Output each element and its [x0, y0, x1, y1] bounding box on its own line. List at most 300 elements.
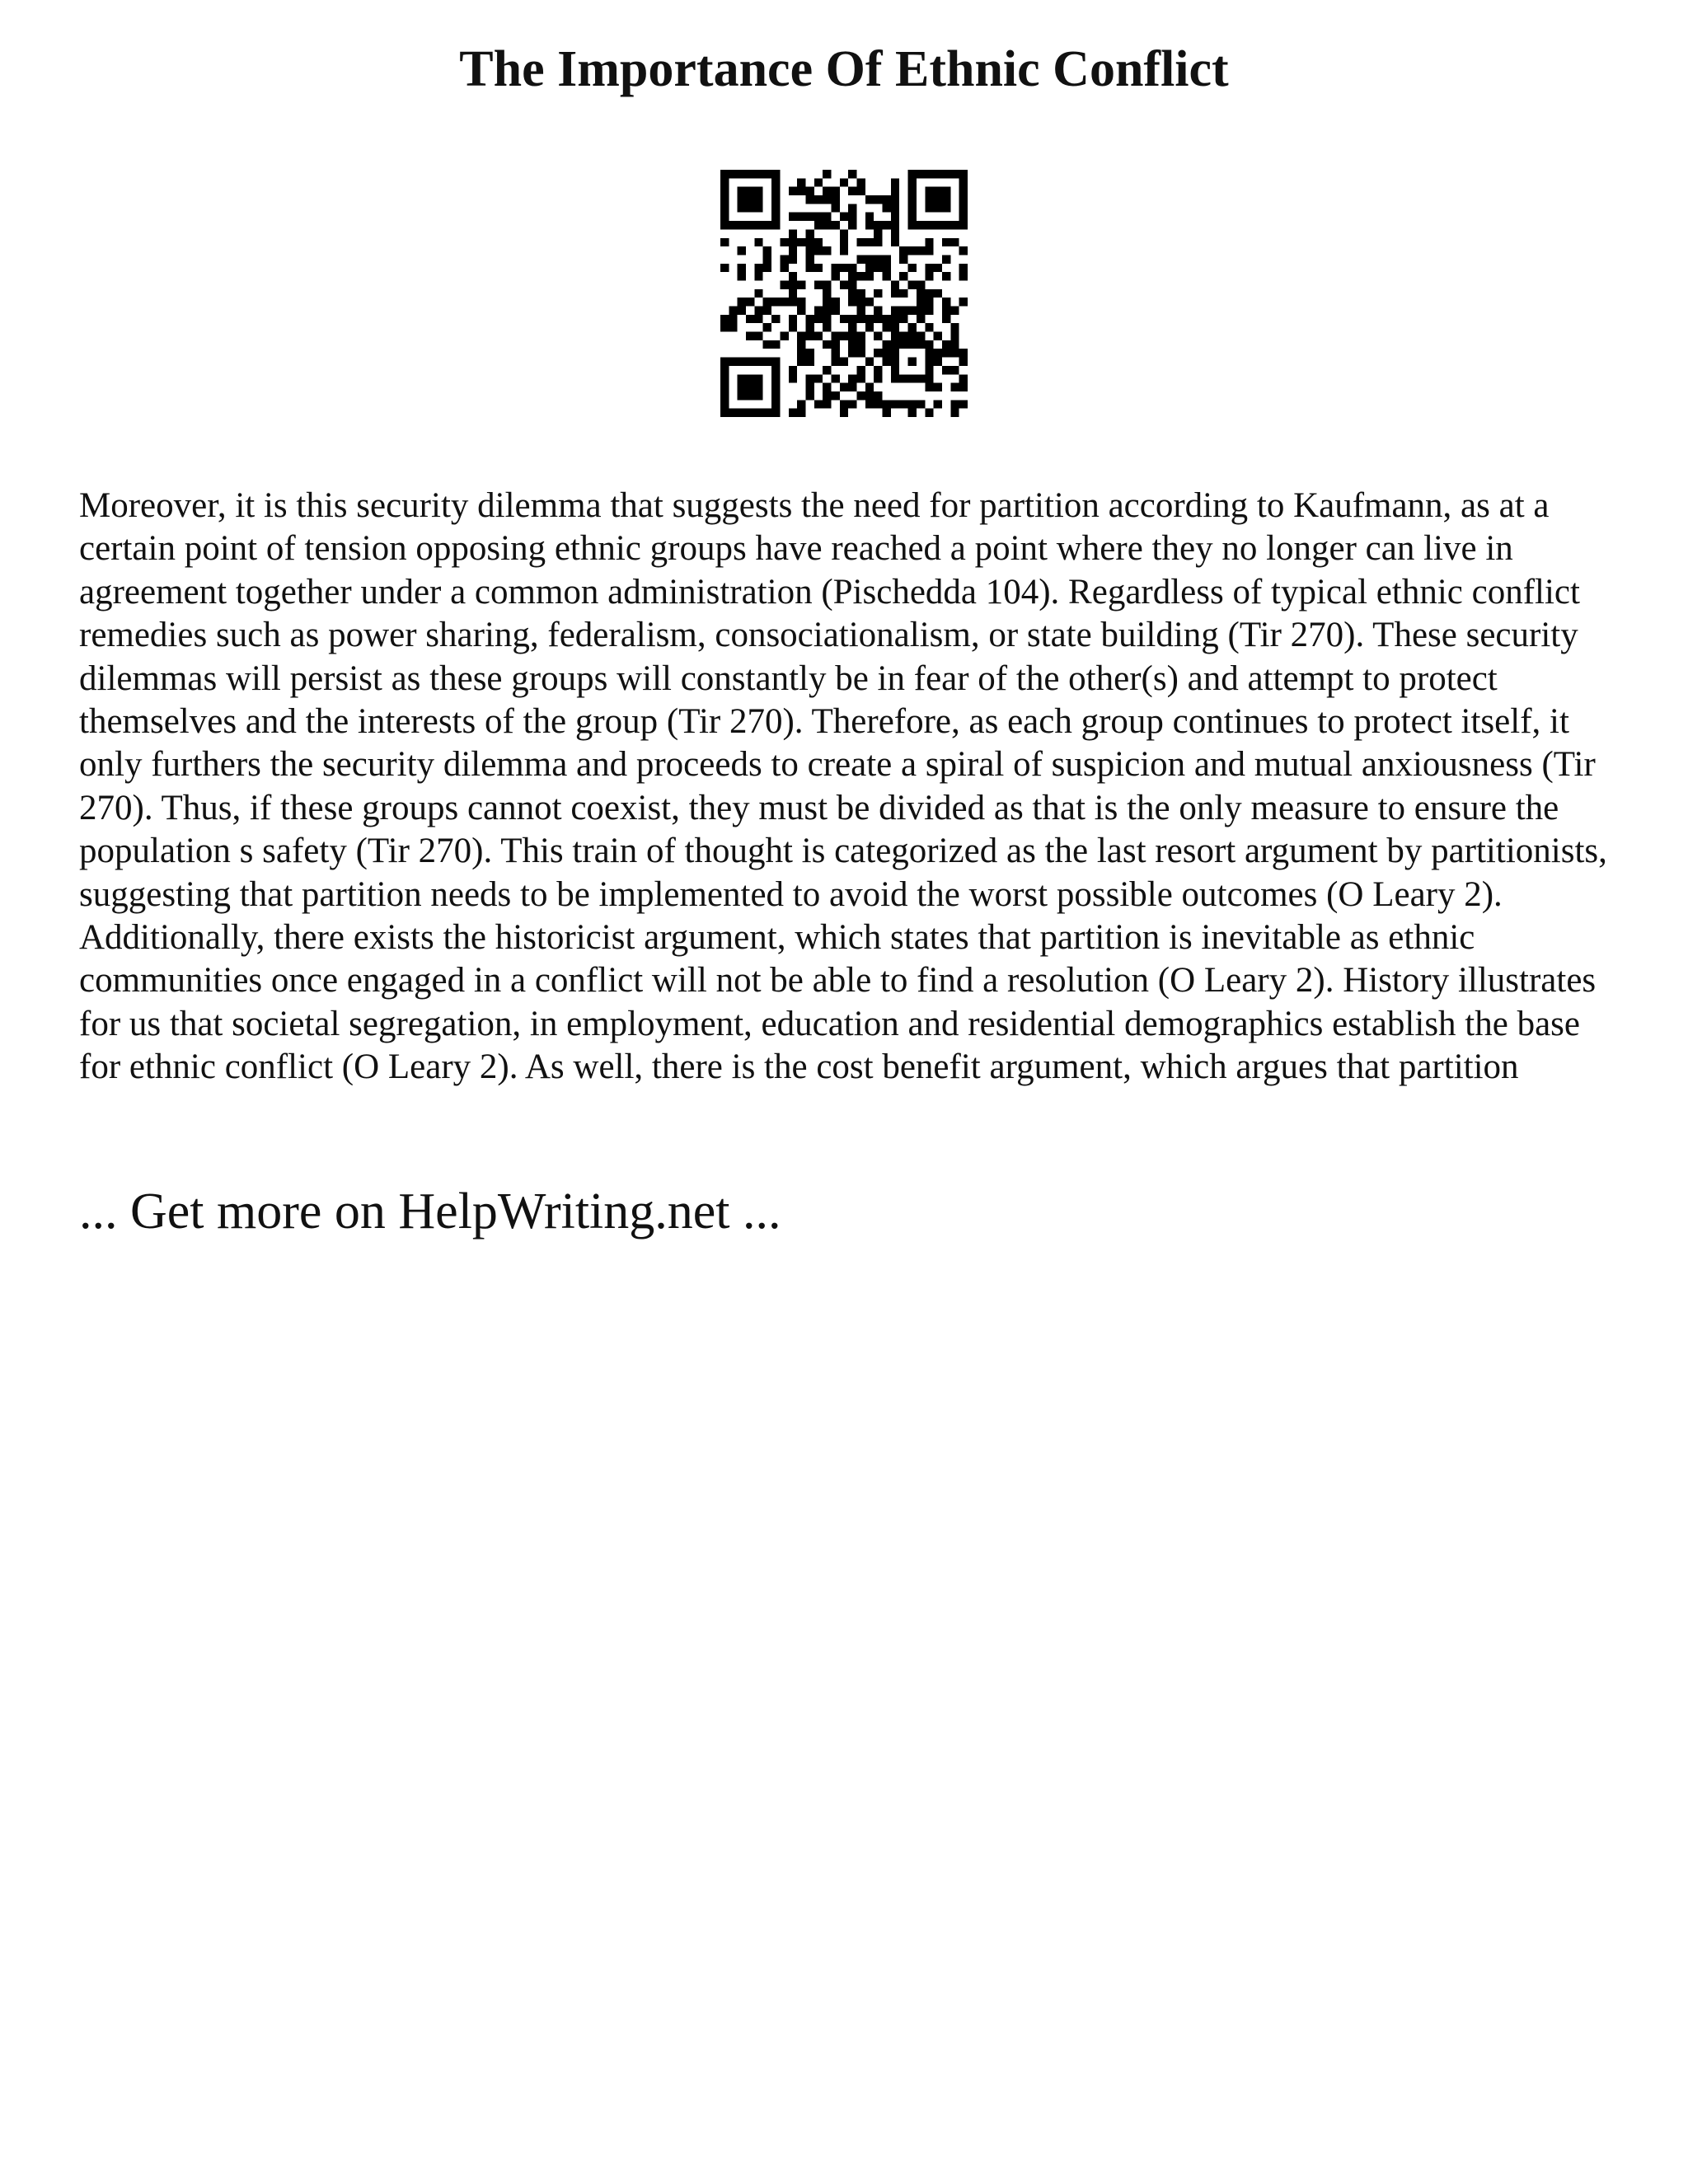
qr-module: [720, 400, 729, 408]
qr-module: [738, 221, 746, 229]
qr-module: [848, 213, 856, 221]
qr-module: [899, 246, 907, 255]
qr-module: [738, 358, 746, 366]
qr-module: [848, 298, 856, 306]
qr-module: [840, 246, 848, 255]
qr-module: [771, 298, 780, 306]
qr-module: [763, 264, 771, 272]
qr-module: [891, 213, 899, 221]
qr-module: [883, 409, 891, 417]
qr-module: [771, 204, 780, 212]
qr-module: [789, 409, 797, 417]
qr-module: [899, 332, 907, 340]
qr-module: [857, 272, 865, 280]
qr-module: [959, 246, 968, 255]
qr-module: [925, 358, 933, 366]
qr-module: [823, 323, 831, 331]
qr-module: [789, 255, 797, 263]
qr-module: [805, 332, 814, 340]
qr-module: [720, 170, 729, 178]
qr-module: [865, 195, 874, 204]
qr-module: [883, 400, 891, 408]
qr-module: [857, 391, 865, 400]
qr-module: [925, 264, 933, 272]
qr-module: [865, 298, 874, 306]
qr-module: [823, 366, 831, 374]
qr-module: [720, 264, 729, 272]
qr-module: [840, 264, 848, 272]
qr-module: [746, 315, 754, 323]
qr-module: [950, 170, 959, 178]
qr-module: [883, 221, 891, 229]
qr-module: [857, 332, 865, 340]
qr-module: [865, 221, 874, 229]
qr-module: [746, 170, 754, 178]
qr-module: [891, 307, 899, 315]
qr-module: [831, 374, 839, 382]
qr-module: [899, 400, 907, 408]
qr-module: [720, 409, 729, 417]
qr-code-icon: [720, 170, 968, 417]
qr-module: [771, 409, 780, 417]
qr-module: [883, 255, 891, 263]
qr-module: [925, 204, 933, 212]
qr-module: [720, 383, 729, 391]
qr-module: [950, 221, 959, 229]
qr-module: [925, 323, 933, 331]
get-more-link[interactable]: ... Get more on HelpWriting.net ...: [79, 1183, 781, 1240]
qr-module: [865, 315, 874, 323]
qr-module: [746, 204, 754, 212]
qr-module: [754, 272, 762, 280]
qr-module: [720, 178, 729, 186]
qr-module: [857, 289, 865, 298]
qr-module: [738, 409, 746, 417]
qr-module: [840, 280, 848, 288]
qr-module: [874, 366, 882, 374]
qr-module: [840, 400, 848, 408]
qr-module: [942, 366, 950, 374]
qr-module: [754, 307, 762, 315]
qr-module: [874, 307, 882, 315]
qr-module: [917, 374, 925, 382]
qr-module: [840, 178, 848, 186]
qr-module: [823, 187, 831, 195]
qr-module: [763, 170, 771, 178]
qr-module: [959, 374, 968, 382]
qr-module: [789, 374, 797, 382]
qr-module: [917, 221, 925, 229]
qr-module: [797, 307, 805, 315]
qr-module: [738, 195, 746, 204]
qr-module: [746, 195, 754, 204]
qr-module: [942, 187, 950, 195]
qr-module: [908, 246, 917, 255]
qr-module: [797, 340, 805, 349]
qr-module: [789, 315, 797, 323]
qr-module: [908, 323, 917, 331]
qr-module: [797, 358, 805, 366]
qr-module: [789, 238, 797, 246]
qr-module: [797, 187, 805, 195]
qr-module: [840, 315, 848, 323]
qr-module: [874, 349, 882, 357]
qr-module: [908, 264, 917, 272]
qr-module: [917, 307, 925, 315]
qr-module: [908, 374, 917, 382]
qr-module: [899, 340, 907, 349]
qr-module: [746, 374, 754, 382]
qr-module: [746, 298, 754, 306]
qr-module: [942, 204, 950, 212]
qr-module: [814, 246, 823, 255]
qr-module: [950, 409, 959, 417]
qr-module: [729, 315, 737, 323]
qr-module: [780, 238, 788, 246]
qr-module: [797, 298, 805, 306]
qr-module: [865, 383, 874, 391]
qr-module: [789, 298, 797, 306]
qr-module: [865, 323, 874, 331]
qr-module: [917, 315, 925, 323]
qr-module: [789, 366, 797, 374]
qr-module: [797, 409, 805, 417]
qr-module: [720, 213, 729, 221]
qr-module: [805, 315, 814, 323]
qr-module: [942, 195, 950, 204]
qr-module: [959, 298, 968, 306]
qr-module: [925, 307, 933, 315]
qr-module: [865, 358, 874, 366]
qr-module: [891, 332, 899, 340]
qr-module: [738, 374, 746, 382]
qr-module: [780, 255, 788, 263]
qr-module: [899, 289, 907, 298]
qr-module: [771, 366, 780, 374]
qr-module: [771, 315, 780, 323]
qr-module: [823, 289, 831, 298]
qr-module: [891, 315, 899, 323]
qr-module: [959, 221, 968, 229]
qr-module: [823, 213, 831, 221]
qr-module: [950, 349, 959, 357]
qr-module: [865, 391, 874, 400]
qr-module: [891, 340, 899, 349]
qr-module: [823, 400, 831, 408]
qr-module: [883, 340, 891, 349]
qr-module: [754, 195, 762, 204]
qr-module: [848, 323, 856, 331]
qr-module: [840, 332, 848, 340]
qr-module: [959, 358, 968, 366]
qr-module: [917, 340, 925, 349]
qr-module: [942, 238, 950, 246]
qr-module: [883, 323, 891, 331]
qr-module: [925, 187, 933, 195]
qr-module: [917, 298, 925, 306]
qr-module: [780, 298, 788, 306]
qr-module: [857, 255, 865, 263]
qr-module: [934, 349, 942, 357]
qr-module: [754, 187, 762, 195]
qr-module: [797, 213, 805, 221]
qr-module: [738, 391, 746, 400]
qr-module: [789, 289, 797, 298]
qr-module: [857, 307, 865, 315]
qr-module: [899, 272, 907, 280]
qr-module: [848, 340, 856, 349]
qr-module: [831, 391, 839, 400]
qr-module: [831, 272, 839, 280]
qr-module: [805, 213, 814, 221]
qr-module: [797, 332, 805, 340]
qr-module: [840, 229, 848, 237]
qr-module: [848, 170, 856, 178]
qr-module: [908, 187, 917, 195]
qr-module: [763, 298, 771, 306]
qr-module: [865, 400, 874, 408]
qr-module: [738, 298, 746, 306]
qr-module: [780, 332, 788, 340]
qr-module: [814, 315, 823, 323]
qr-module: [891, 374, 899, 382]
qr-module: [848, 204, 856, 212]
qr-module: [959, 213, 968, 221]
qr-module: [865, 255, 874, 263]
qr-module: [934, 332, 942, 340]
qr-module: [848, 349, 856, 357]
qr-module: [823, 195, 831, 204]
qr-module: [823, 340, 831, 349]
qr-module: [789, 213, 797, 221]
qr-module: [738, 264, 746, 272]
qr-module: [823, 383, 831, 391]
qr-module: [729, 323, 737, 331]
page-title: The Importance Of Ethnic Conflict: [459, 41, 1229, 97]
qr-module: [840, 238, 848, 246]
qr-module: [805, 358, 814, 366]
qr-module: [950, 340, 959, 349]
qr-module: [942, 307, 950, 315]
qr-module: [891, 178, 899, 186]
qr-module: [797, 400, 805, 408]
qr-module: [754, 289, 762, 298]
qr-module: [848, 383, 856, 391]
qr-module: [848, 187, 856, 195]
qr-module: [831, 340, 839, 349]
qr-module: [789, 229, 797, 237]
qr-module: [840, 358, 848, 366]
qr-module: [831, 264, 839, 272]
qr-module: [917, 332, 925, 340]
qr-module: [729, 221, 737, 229]
qr-module: [874, 289, 882, 298]
qr-module: [891, 204, 899, 212]
qr-module: [891, 358, 899, 366]
qr-module: [814, 400, 823, 408]
qr-module: [942, 298, 950, 306]
qr-module: [891, 366, 899, 374]
qr-module: [891, 289, 899, 298]
qr-module: [789, 323, 797, 331]
qr-module: [720, 204, 729, 212]
qr-module: [789, 272, 797, 280]
qr-module: [908, 409, 917, 417]
qr-module: [942, 170, 950, 178]
qr-module: [925, 289, 933, 298]
qr-module: [746, 187, 754, 195]
qr-module: [917, 280, 925, 288]
qr-module: [823, 391, 831, 400]
qr-module: [720, 187, 729, 195]
qr-module: [874, 391, 882, 400]
qr-module: [891, 229, 899, 237]
qr-module: [754, 315, 762, 323]
qr-module: [874, 238, 882, 246]
qr-module: [857, 340, 865, 349]
qr-module: [754, 238, 762, 246]
qr-module: [891, 221, 899, 229]
qr-module: [763, 255, 771, 263]
qr-module: [805, 246, 814, 255]
qr-module: [823, 298, 831, 306]
qr-module: [754, 358, 762, 366]
qr-module: [874, 221, 882, 229]
qr-module: [814, 280, 823, 288]
qr-module: [925, 246, 933, 255]
qr-module: [720, 195, 729, 204]
qr-module: [848, 272, 856, 280]
qr-module: [814, 332, 823, 340]
qr-module: [805, 391, 814, 400]
qr-module: [934, 195, 942, 204]
qr-module: [865, 264, 874, 272]
qr-module: [857, 315, 865, 323]
qr-module: [831, 221, 839, 229]
qr-module: [805, 264, 814, 272]
qr-module: [925, 238, 933, 246]
qr-module: [814, 178, 823, 186]
qr-module: [959, 195, 968, 204]
qr-module: [908, 280, 917, 288]
qr-module: [831, 349, 839, 357]
qr-module: [857, 178, 865, 186]
qr-module: [959, 178, 968, 186]
qr-module: [771, 178, 780, 186]
qr-module: [780, 264, 788, 272]
qr-module: [763, 221, 771, 229]
body-paragraph: Moreover, it is this security dilemma that suggests the need for partition according to Kaufmann, as at a certain point of tension opposing ethnic groups have reached a point where they no longer can live in agreement together under a common administration (Pischedda 104). Regardless of typical ethnic conflict remedies such as power sharing, federalism, consociationalism, or state building (Tir 270). These security dilemmas will persist as these groups will constantly be in fear of the other(s) and attempt to protect themselves and the interests of the group (Tir 270). Therefore, as each group continues to protect itself, it only furthers the security dilemma and proceeds to create a spiral of suspicion and mutual anxiousness (Tir 270). Thus, if these groups cannot coexist, they must be divided as that is the only measure to ensure the population s safety (Tir 270). This train of thought is categorized as the last resort argument by partitionists, suggesting that partition needs to be implemented to avoid the worst possible outcomes (O Leary 2). Additionally, there exists the historicist argument, which states that partition is inevitable as ethnic communities once engaged in a conflict will not be able to find a resolution (O Leary 2). History illustrates for us that societal segregation, in employment, education and residential demographics establish the base for ethnic conflict (O Leary 2). As well, there is the cost benefit argument, which argues that partition: [79, 486, 1607, 1087]
qr-module: [771, 195, 780, 204]
qr-module: [899, 307, 907, 315]
qr-module: [883, 349, 891, 357]
qr-module: [857, 298, 865, 306]
qr-module: [754, 170, 762, 178]
qr-module: [738, 204, 746, 212]
qr-module: [908, 170, 917, 178]
qr-module: [771, 187, 780, 195]
qr-module: [738, 187, 746, 195]
qr-module: [934, 289, 942, 298]
qr-module: [874, 195, 882, 204]
qr-module: [746, 358, 754, 366]
qr-module: [891, 280, 899, 288]
qr-module: [754, 409, 762, 417]
qr-module: [883, 315, 891, 323]
qr-module: [805, 349, 814, 357]
qr-module: [771, 213, 780, 221]
qr-module: [908, 204, 917, 212]
qr-module: [831, 195, 839, 204]
qr-module: [720, 238, 729, 246]
qr-module: [814, 238, 823, 246]
qr-module: [823, 280, 831, 288]
qr-module: [908, 340, 917, 349]
qr-module: [754, 264, 762, 272]
qr-module: [831, 358, 839, 366]
qr-module: [823, 170, 831, 178]
qr-module: [891, 323, 899, 331]
qr-module: [720, 358, 729, 366]
qr-module: [959, 400, 968, 408]
qr-module: [805, 195, 814, 204]
qr-module: [865, 238, 874, 246]
qr-module: [848, 289, 856, 298]
qr-module: [738, 383, 746, 391]
qr-module: [754, 204, 762, 212]
qr-module: [738, 246, 746, 255]
qr-module: [814, 221, 823, 229]
qr-module: [754, 391, 762, 400]
qr-module: [771, 391, 780, 400]
qr-module: [831, 332, 839, 340]
qr-module: [917, 246, 925, 255]
qr-module: [754, 332, 762, 340]
qr-module: [857, 349, 865, 357]
qr-module: [883, 264, 891, 272]
qr-module: [831, 307, 839, 315]
qr-module: [720, 366, 729, 374]
qr-module: [934, 264, 942, 272]
qr-module: [763, 307, 771, 315]
qr-module: [771, 358, 780, 366]
qr-module: [891, 400, 899, 408]
qr-module: [874, 374, 882, 382]
qr-module: [865, 272, 874, 280]
qr-module: [729, 358, 737, 366]
qr-module: [959, 264, 968, 272]
qr-module: [857, 238, 865, 246]
qr-module: [925, 298, 933, 306]
qr-module: [814, 374, 823, 382]
qr-module: [959, 187, 968, 195]
qr-module: [831, 204, 839, 212]
qr-module: [763, 246, 771, 255]
qr-module: [908, 358, 917, 366]
qr-module: [959, 349, 968, 357]
qr-module: [848, 221, 856, 229]
qr-module: [729, 409, 737, 417]
qr-module: [754, 383, 762, 391]
qr-module: [805, 229, 814, 237]
qr-module: [925, 340, 933, 349]
qr-module: [840, 383, 848, 391]
qr-module: [925, 272, 933, 280]
qr-module: [942, 272, 950, 280]
qr-module: [857, 374, 865, 382]
qr-module: [865, 213, 874, 221]
qr-module: [848, 400, 856, 408]
